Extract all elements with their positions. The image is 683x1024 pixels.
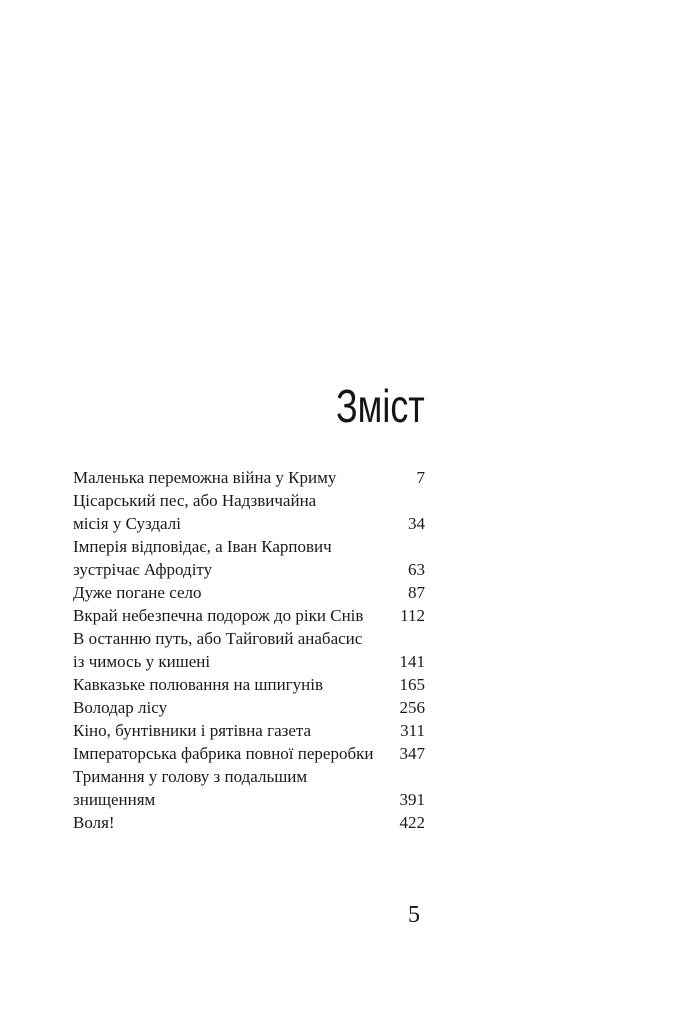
toc-entry-title	[73, 627, 394, 673]
toc-entry-line: В останню путь, або Тайговий анабасис	[73, 629, 363, 648]
toc-entry-line: Кавказьке полювання на шпигунів	[73, 675, 324, 694]
toc-entry-page-number: 256	[399, 698, 425, 717]
toc-entry-line: зустрічає Афродіту	[73, 560, 213, 579]
toc-entry	[73, 765, 425, 811]
page-number: 5	[408, 902, 420, 928]
toc-entry-page-number: 165	[399, 675, 425, 694]
toc-entry-line: Маленька переможна війна у Криму	[73, 468, 337, 487]
toc-entry-line: Імператорська фабрика повної переробки	[73, 744, 374, 763]
toc-entry	[73, 581, 425, 604]
toc-entry-line: Воля!	[73, 813, 115, 832]
toc-entry-page-number: 63	[408, 560, 425, 579]
toc-entry-line: Цісарський пес, або Надзвичайна	[73, 491, 317, 510]
toc-entry-page-number: 141	[399, 652, 425, 671]
toc-entry	[73, 742, 425, 765]
toc-entry-title	[73, 696, 394, 719]
toc-entry-page-number: 391	[399, 790, 425, 809]
toc-entry-line: Тримання у голову з подальшим	[73, 767, 308, 786]
toc-entry-title	[73, 604, 394, 627]
toc-entry-title	[73, 673, 394, 696]
toc-entry-title	[73, 489, 402, 535]
toc-entry	[73, 604, 425, 627]
toc-entry-page-number: 422	[399, 813, 425, 832]
toc-entry-title	[73, 719, 394, 742]
toc-entry-title	[73, 765, 394, 811]
toc-entry-line: Вкрай небезпечна подорож до ріки Снів	[73, 606, 364, 625]
toc-entry-title	[73, 581, 402, 604]
toc-entry-line: Дуже погане село	[73, 583, 202, 602]
toc-entry-title	[73, 535, 402, 581]
toc-entry-page-number: 311	[400, 721, 425, 740]
toc-entry-line: Володар лісу	[73, 698, 168, 717]
toc-entry-page-number: 87	[408, 583, 425, 602]
toc-entry-page-number: 112	[400, 606, 425, 625]
toc-entry	[73, 673, 425, 696]
toc-entry-line: місія у Суздалі	[73, 514, 181, 533]
toc-entry-line: Кіно, бунтівники і рятівна газета	[73, 721, 312, 740]
toc-entry	[73, 466, 425, 489]
toc-entry	[73, 719, 425, 742]
toc-entry-line: знищенням	[73, 790, 156, 809]
toc-entry	[73, 627, 425, 673]
table-of-contents	[73, 466, 425, 834]
toc-entry-title	[73, 811, 394, 834]
toc-entry-line: із чимось у кишені	[73, 652, 211, 671]
toc-entry-page-number: 347	[399, 744, 425, 763]
toc-entry-title	[73, 742, 394, 765]
page-title: Зміст	[336, 380, 425, 432]
toc-entry	[73, 811, 425, 834]
toc-entry-page-number: 34	[408, 514, 425, 533]
toc-entry	[73, 696, 425, 719]
toc-entry-line: Імперія відповідає, а Іван Карпович	[73, 537, 332, 556]
toc-entry	[73, 489, 425, 535]
toc-entry	[73, 535, 425, 581]
toc-entry-title	[73, 466, 411, 489]
toc-entry-page-number: 7	[416, 468, 425, 487]
